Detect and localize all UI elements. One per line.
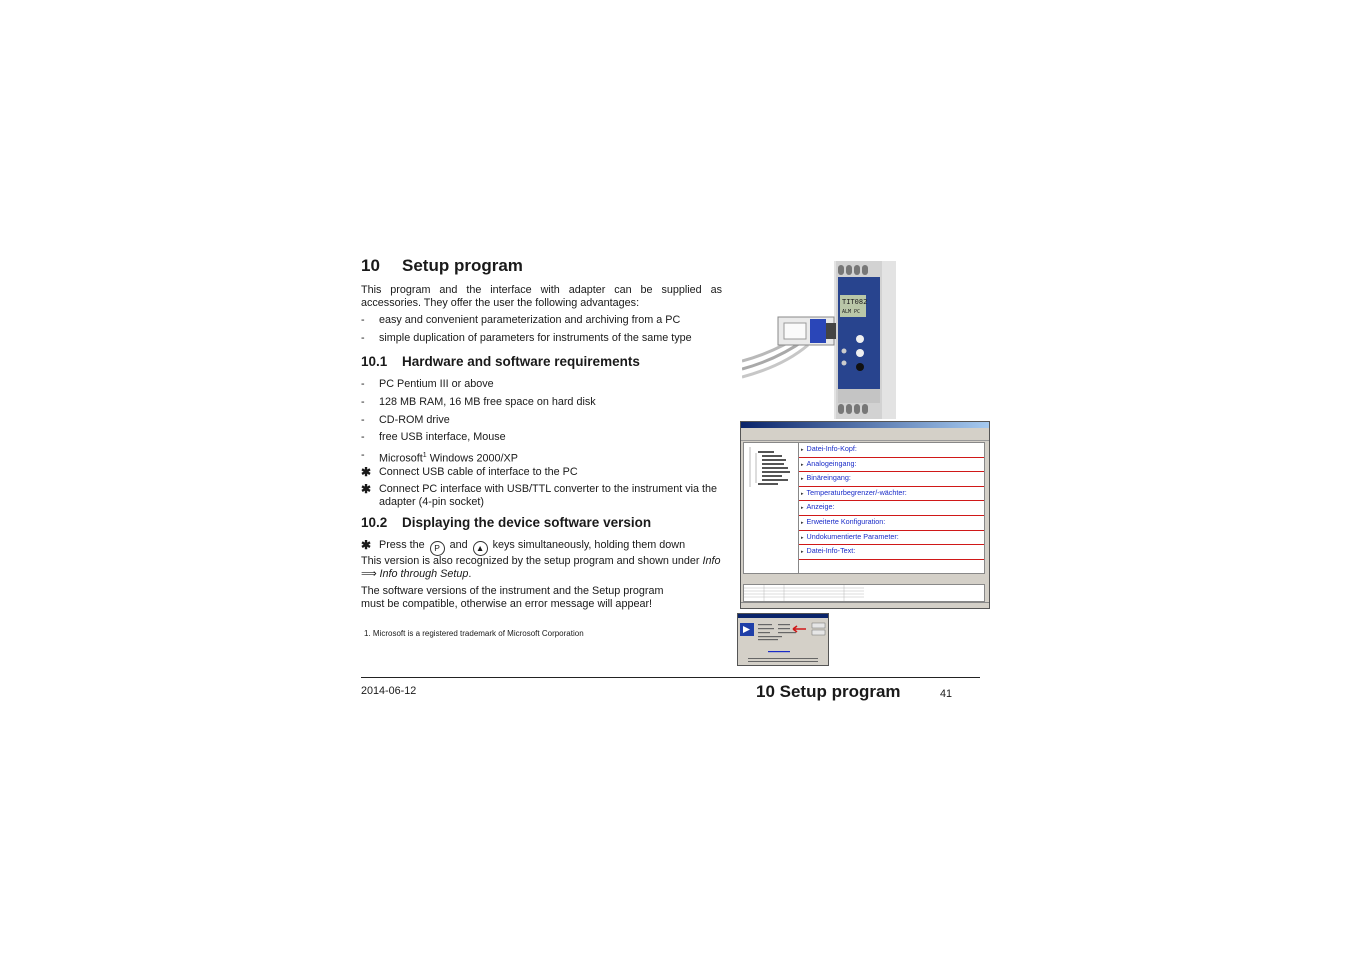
footnote: 1. Microsoft is a registered trademark of Microsoft Corporation — [364, 629, 584, 638]
parameter-row: ▸ Erweiterte Konfiguration: — [799, 516, 984, 531]
svg-text:TIT082: TIT082 — [842, 298, 868, 306]
parameter-row: ▸ Analogeingang: — [799, 458, 984, 473]
instruction-step: ✱ Press the P and ▲ keys simultaneously, holding them down — [361, 539, 722, 556]
parameter-pane — [798, 442, 985, 574]
instruction-step: ✱ Connect USB cable of interface to the PC — [361, 465, 578, 479]
footer-rule — [361, 677, 980, 678]
p-key-icon: P — [430, 541, 445, 556]
list-item: - 128 MB RAM, 16 MB free space on hard disk — [361, 396, 596, 408]
toolbar — [741, 433, 989, 441]
recognition-paragraph: This version is also recognized by the setup program and shown under Info ⟹ Info through Setup. — [361, 555, 721, 580]
parameter-row: ▸ Undokumentierte Parameter: — [799, 531, 984, 546]
subsection-heading: 10.2 Displaying the device software version — [361, 515, 652, 530]
parameter-row: ▸ Datei-Info-Text: — [799, 545, 984, 560]
list-item: - CD-ROM drive — [361, 414, 450, 426]
data-table — [743, 584, 985, 602]
section-title: Setup program — [402, 256, 523, 275]
status-bar — [741, 602, 989, 608]
list-item: - simple duplication of parameters for instruments of the same type — [361, 332, 692, 344]
parameter-row: ▸ Temperaturbegrenzer/-wächter: — [799, 487, 984, 502]
up-key-icon: ▲ — [473, 541, 488, 556]
subsection-heading: 10.1 Hardware and software requirements — [361, 354, 640, 369]
list-item: - PC Pentium III or above — [361, 378, 494, 390]
list-item: - free USB interface, Mouse — [361, 431, 506, 443]
device-photo — [742, 261, 896, 419]
footer-date: 2014-06-12 — [361, 685, 417, 697]
instruction-step: ✱ Connect PC interface with USB/TTL converter to the instrument via the adapter (4-pin socket) — [361, 482, 718, 508]
page-number: 41 — [940, 688, 953, 700]
setup-program-screenshot — [740, 421, 990, 609]
double-arrow-icon: ⟹ — [361, 568, 377, 580]
parameter-row: ▸ Anzeige: — [799, 501, 984, 516]
section-number: 10 — [361, 256, 380, 275]
intro-paragraph: This program and the interface with adapter can be supplied as accessories. They offer the user the following advantages: — [361, 284, 722, 309]
section-heading — [361, 256, 523, 276]
parameter-row: ▸ Datei-Info-Kopf: — [799, 443, 984, 458]
svg-text:ALM PC: ALM PC — [842, 309, 861, 315]
list-item: - easy and convenient parameterization and archiving from a PC — [361, 314, 681, 326]
compatibility-note: The software versions of the instrument and the Setup program must be compatible, otherwise an error message will appear! — [361, 585, 664, 610]
parameter-row: ▸ Binäreingang: — [799, 472, 984, 487]
list-item: - Microsoft$^1$ Windows 2000/XP — [361, 449, 518, 465]
footer-title: 10 Setup program — [756, 682, 901, 701]
tree-view — [743, 442, 799, 574]
info-dialog-screenshot — [737, 613, 829, 666]
